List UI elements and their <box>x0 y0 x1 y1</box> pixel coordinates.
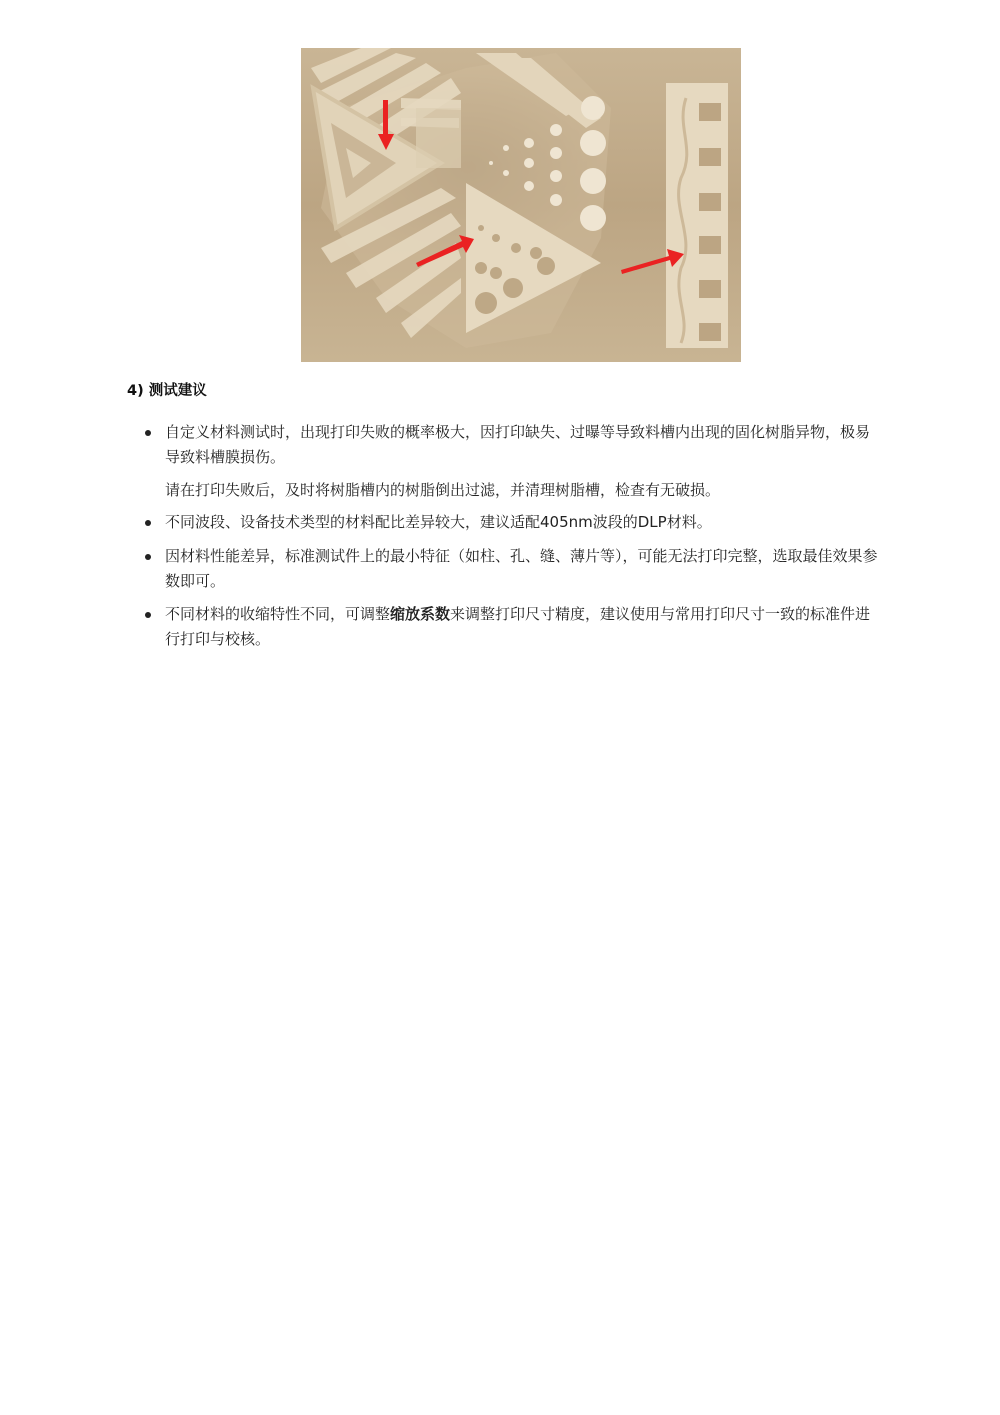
tip-text-4-after: 来调整打印尺寸精度，建议使用与常用打印尺寸一致的标准件进行打印与校核。 <box>165 605 871 648</box>
tip-text-3: 因材料性能差异，标准测试件上的最小特征（如柱、孔、缝、薄片等），可能无法打印完整，选取最佳效果参数即可。 <box>165 547 878 590</box>
section-heading: 4) 测试建议 <box>127 383 207 399</box>
tip-item-1 <box>165 420 880 470</box>
tip-item-2 <box>165 510 880 535</box>
tip-text-2: 不同波段、设备技术类型的材料配比差异较大，建议适配405nm波段的DLP材料。 <box>165 513 712 531</box>
scale-factor-term: 缩放系数 <box>390 605 451 623</box>
test-print-photo <box>301 48 741 362</box>
tip-1-followup: 请在打印失败后，及时将树脂槽内的树脂倒出过滤，并清理树脂槽，检查有无破损。 <box>165 481 721 499</box>
tip-item-3 <box>165 544 880 594</box>
tip-text-4-before: 不同材料的收缩特性不同，可调整 <box>165 605 391 623</box>
tip-text-1: 自定义材料测试时，出现打印失败的概率极大，因打印缺失、过曝等导致料槽内出现的固化树脂异物，极易导致料槽膜损伤。 <box>165 423 871 466</box>
tip-item-4 <box>165 602 880 652</box>
